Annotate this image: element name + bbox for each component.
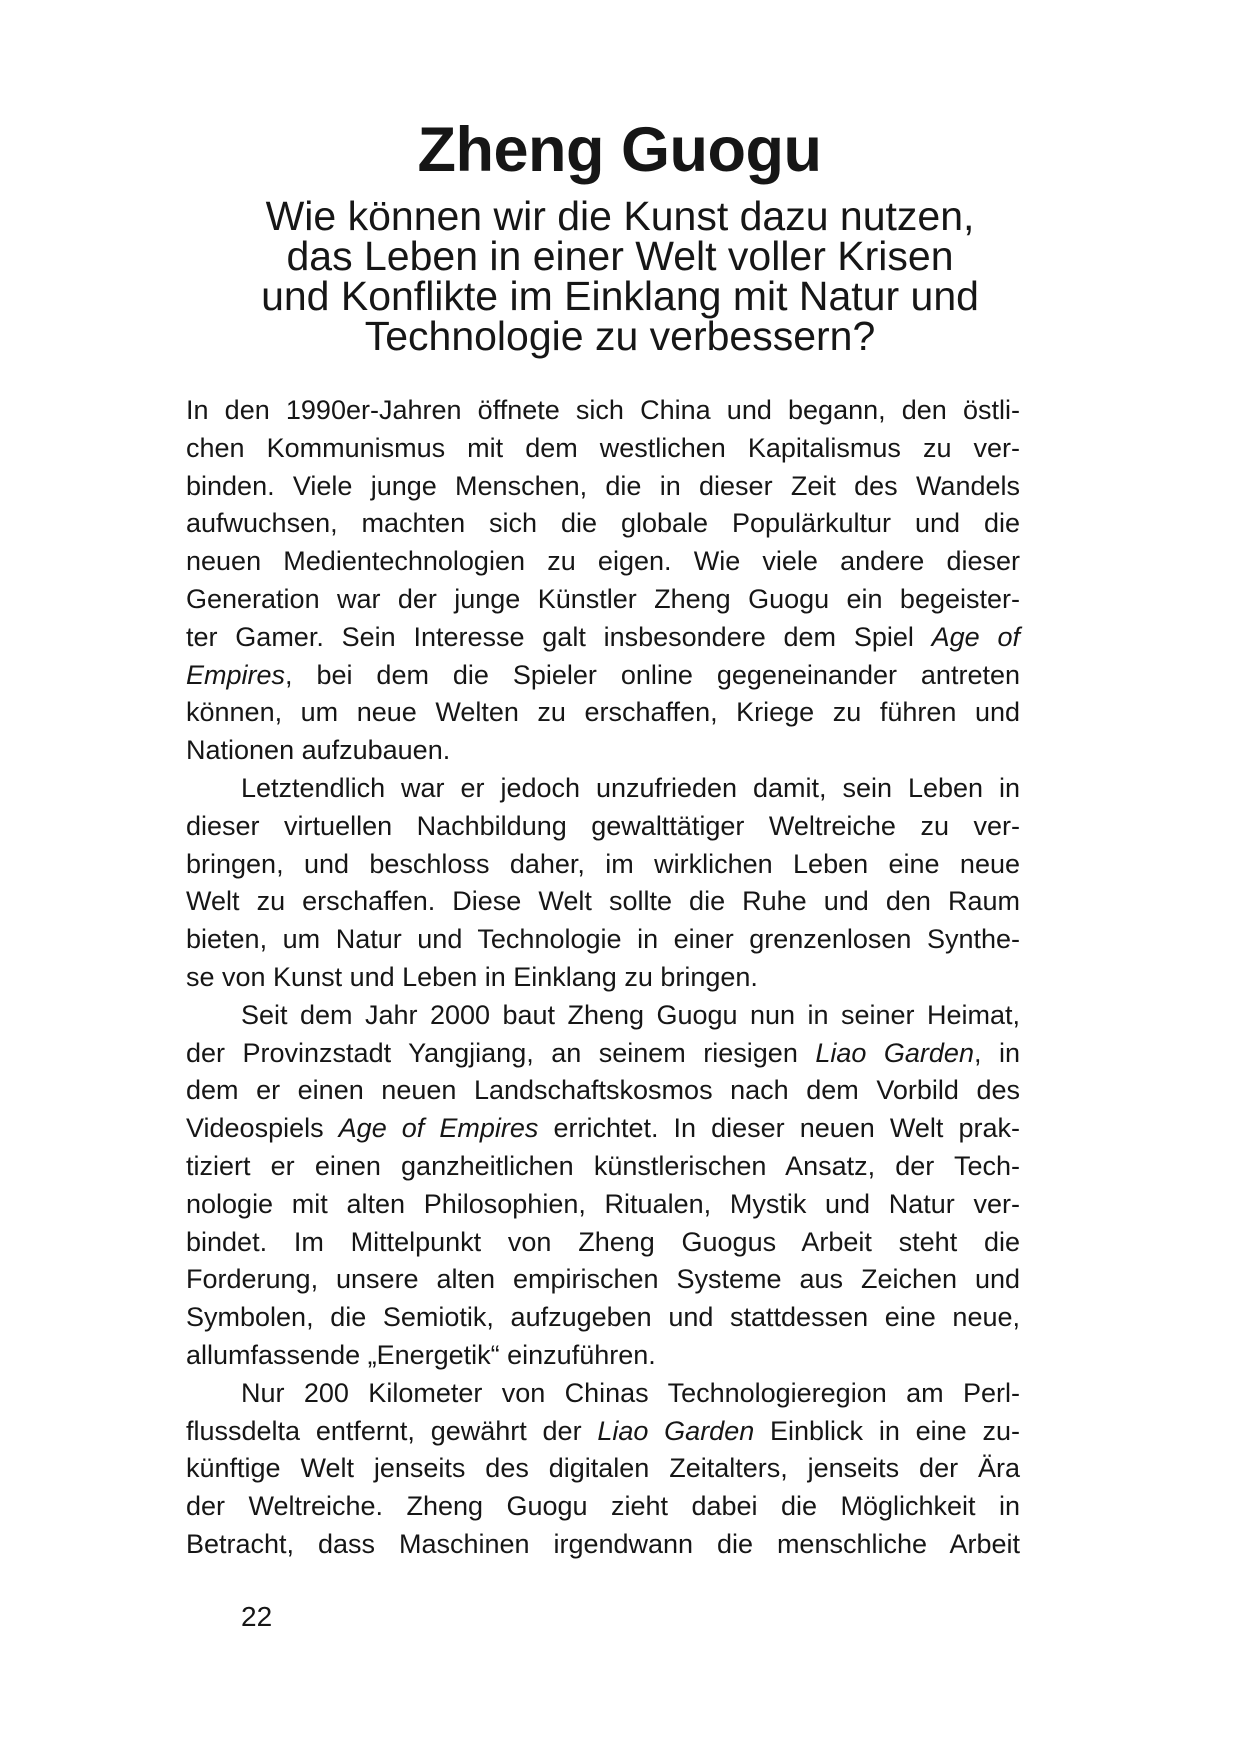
body-text-segment: bringen, und beschloss daher, im wirklichen Leben eine neue: [186, 848, 1020, 879]
body-text-segment: ter Gamer. Sein Interesse galt insbesondere dem Spiel: [186, 621, 932, 652]
body-text-segment: neuen Medientechnologien zu eigen. Wie viele andere dieser: [186, 546, 1020, 577]
body-line: [186, 694, 1020, 732]
body-line: [186, 1261, 1020, 1299]
body-line: [186, 430, 1020, 468]
subtitle-line: und Konflikte im Einklang mit Natur und: [261, 273, 979, 319]
body-text-segment: Generation war der junge Künstler Zheng Guogu ein begeister-: [186, 583, 1020, 614]
body-line: [186, 1224, 1020, 1262]
body-line: [186, 505, 1020, 543]
italic-title-text: Liao Garden: [815, 1037, 974, 1068]
body-text-segment: Nur 200 Kilometer von Chinas Technologieregion am Perl-: [241, 1377, 1020, 1408]
body-text-segment: tiziert er einen ganzheitlichen künstlerischen Ansatz, der Tech-: [186, 1150, 1020, 1181]
body-text-segment: Betracht, dass Maschinen irgendwann die menschliche Arbeit: [186, 1528, 1020, 1559]
body-text-segment: , in: [973, 1037, 1020, 1068]
body-text-segment: der Provinzstadt Yangjiang, an seinem riesigen: [186, 1037, 816, 1068]
body-text-segment: Forderung, unsere alten empirischen Systeme aus Zeichen und: [186, 1264, 1020, 1295]
body-text-segment: Seit dem Jahr 2000 baut Zheng Guogu nun in seiner Heimat,: [241, 999, 1020, 1030]
subtitle-line: Technologie zu verbessern?: [364, 313, 876, 359]
italic-title-text: Liao Garden: [597, 1415, 755, 1446]
body-text-segment: Letztendlich war er jedoch unzufrieden damit, sein Leben in: [241, 772, 1020, 803]
body-line: [186, 468, 1020, 506]
body-line: [186, 1413, 1020, 1451]
body-text: [186, 392, 1020, 1564]
italic-title-text: Age of: [931, 621, 1021, 652]
body-line: [186, 543, 1020, 581]
body-text-segment: errichtet. In dieser neuen Welt prak-: [538, 1113, 1020, 1144]
body-line: [186, 846, 1020, 884]
body-line: [186, 921, 1020, 959]
body-line: [186, 1072, 1020, 1110]
body-line: [186, 883, 1020, 921]
body-text-segment: Einblick in eine zu-: [754, 1415, 1020, 1446]
body-line: [186, 732, 1020, 770]
body-line: [186, 1450, 1020, 1488]
body-line: [186, 1148, 1020, 1186]
italic-title-text: Age of Empires: [338, 1113, 539, 1144]
article-subtitle: [150, 193, 1090, 359]
body-line: [186, 619, 1020, 657]
body-line: [186, 1035, 1020, 1073]
page-number: 22: [241, 1601, 273, 1632]
body-text-segment: künftige Welt jenseits des digitalen Zeitalters, jenseits der Ära: [186, 1453, 1020, 1484]
body-text-segment: der Weltreiche. Zheng Guogu zieht dabei die Möglichkeit in: [186, 1491, 1020, 1522]
body-text-segment: allumfassende „Energetik“ einzuführen.: [186, 1339, 656, 1370]
subtitle-line: das Leben in einer Welt voller Krisen: [286, 233, 954, 279]
body-line: [186, 1186, 1020, 1224]
body-line: [186, 1337, 1020, 1375]
article-title: Zheng Guogu: [417, 115, 822, 185]
body-line: [186, 808, 1020, 846]
body-text-segment: chen Kommunismus mit dem westlichen Kapitalismus zu ver-: [186, 432, 1020, 463]
body-text-segment: aufwuchsen, machten sich die globale Populärkultur und die: [186, 508, 1020, 539]
body-text-segment: flussdelta entfernt, gewährt der: [186, 1415, 598, 1446]
body-text-segment: Welt zu erschaffen. Diese Welt sollte die Ruhe und den Raum: [186, 886, 1020, 917]
body-text-segment: bieten, um Natur und Technologie in einer grenzenlosen Synthe-: [186, 924, 1020, 955]
subtitle-line: Wie können wir die Kunst dazu nutzen,: [265, 193, 975, 239]
body-text-segment: se von Kunst und Leben in Einklang zu bringen.: [186, 961, 758, 992]
body-line: [186, 959, 1020, 997]
body-line: [186, 997, 1020, 1035]
body-text-segment: , bei dem die Spieler online gegeneinander antreten: [285, 659, 1020, 690]
body-text-segment: binden. Viele junge Menschen, die in dieser Zeit des Wandels: [186, 470, 1020, 501]
body-line: [186, 1375, 1020, 1413]
body-text-segment: nologie mit alten Philosophien, Ritualen, Mystik und Natur ver-: [186, 1188, 1020, 1219]
body-text-segment: Videospiels: [186, 1113, 339, 1144]
italic-title-text: Empires: [186, 659, 286, 690]
body-line: [186, 1488, 1020, 1526]
body-text-segment: dieser virtuellen Nachbildung gewalttätiger Weltreiche zu ver-: [186, 810, 1020, 841]
body-line: [186, 392, 1020, 430]
body-line: [186, 770, 1020, 808]
body-line: [186, 1526, 1020, 1564]
body-text-segment: Nationen aufzubauen.: [186, 735, 451, 766]
body-line: [186, 657, 1020, 695]
body-text-segment: können, um neue Welten zu erschaffen, Kriege zu führen und: [186, 697, 1020, 728]
body-line: [186, 581, 1020, 619]
body-text-segment: dem er einen neuen Landschaftskosmos nach dem Vorbild des: [186, 1075, 1020, 1106]
body-text-segment: bindet. Im Mittelpunkt von Zheng Guogus Arbeit steht die: [186, 1226, 1020, 1257]
body-line: [186, 1110, 1020, 1148]
body-line: [186, 1299, 1020, 1337]
body-text-segment: In den 1990er-Jahren öffnete sich China und begann, den östli-: [186, 395, 1020, 425]
body-text-segment: Symbolen, die Semiotik, aufzugeben und stattdessen eine neue,: [186, 1302, 1020, 1333]
